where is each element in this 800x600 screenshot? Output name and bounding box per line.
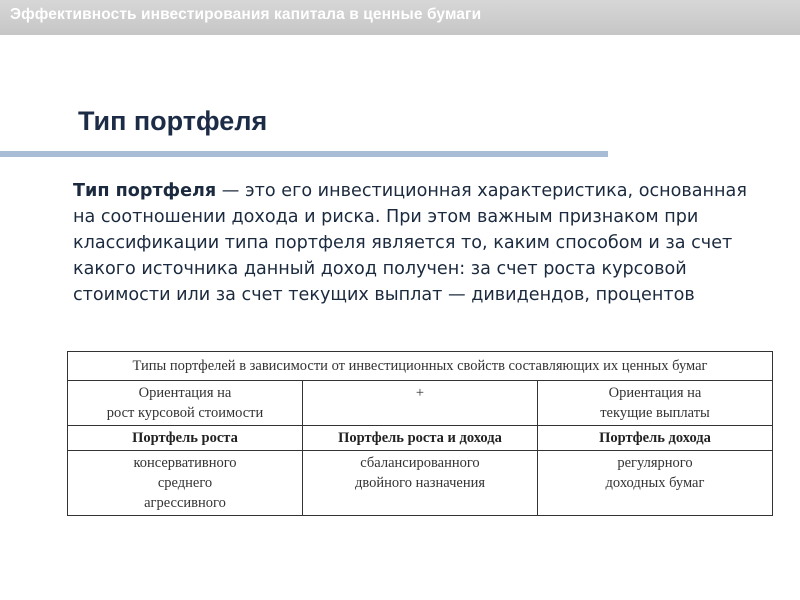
table-cell-growth-subtypes: консервативного среднего агрессивного bbox=[68, 451, 303, 516]
portfolio-types-table bbox=[67, 351, 773, 516]
title-underline bbox=[0, 151, 608, 157]
table-cell-growth-orientation: Ориентация на рост курсовой стоимости bbox=[68, 381, 303, 426]
definition-text: — это его инвестиционная характеристика, основанная на соотношении дохода и риска. При этом важным признаком при классификации типа портфеля является то, каким способом и за счет какого источника данный доход получен: за счет роста курсовой стоимости или за счет текущих выплат — дивидендов, процентов bbox=[73, 181, 747, 305]
slide-title: Тип портфеля bbox=[78, 106, 268, 136]
table-cell-growth-portfolio: Портфель роста bbox=[68, 426, 303, 451]
definition-term: Тип портфеля bbox=[73, 181, 217, 201]
table-row bbox=[68, 451, 773, 516]
table-cell-growth-income-portfolio: Портфель роста и дохода bbox=[303, 426, 538, 451]
banner-title: Эффективность инвестирования капитала в ценные бумаги bbox=[10, 6, 482, 23]
table-cell-plus: + bbox=[303, 381, 538, 426]
table-cell-income-subtypes: регулярного доходных бумаг bbox=[538, 451, 773, 516]
table-header-cell: Типы портфелей в зависимости от инвестиционных свойств составляющих их ценных бумаг bbox=[68, 352, 773, 381]
table-row bbox=[68, 426, 773, 451]
table-cell-growth-income-subtypes: сбалансированного двойного назначения bbox=[303, 451, 538, 516]
header-banner bbox=[0, 0, 800, 35]
table-header-row bbox=[68, 352, 773, 381]
table-row bbox=[68, 381, 773, 426]
definition-paragraph bbox=[73, 178, 773, 308]
table-cell-income-orientation: Ориентация на текущие выплаты bbox=[538, 381, 773, 426]
table-cell-income-portfolio: Портфель дохода bbox=[538, 426, 773, 451]
